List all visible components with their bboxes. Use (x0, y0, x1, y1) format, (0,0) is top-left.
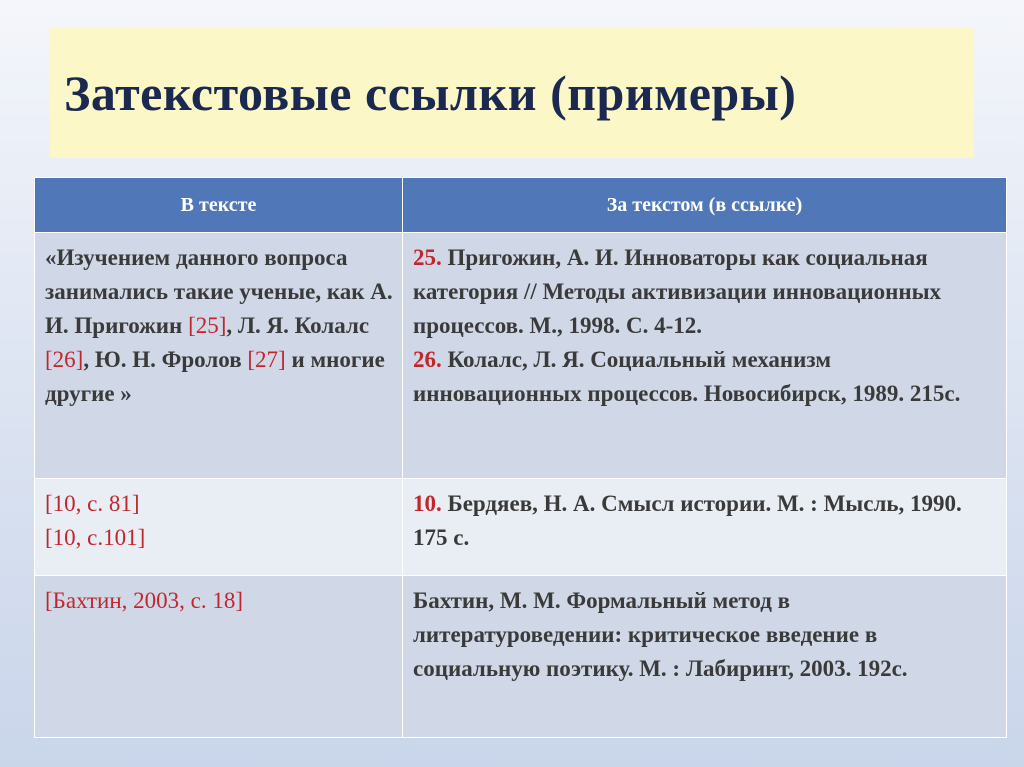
reference-number: 26. (413, 347, 442, 372)
table-row (35, 233, 1007, 479)
reference-number: 10. (413, 491, 442, 516)
citation-marker: [25] (188, 313, 227, 338)
bibliography-cell (403, 576, 1007, 738)
quote-text: и многие другие » (45, 347, 385, 406)
citation-marker: [Бахтин, 2003, с. 18] (45, 588, 244, 613)
bibliography-cell (403, 233, 1007, 479)
table-row (35, 576, 1007, 738)
in-text-citation-cell (35, 233, 403, 479)
reference-entry: Пригожин, А. И. Инноваторы как социальная категория // Методы активизации инновационных процессов. М., 1998. С. 4-12. (413, 245, 942, 338)
title-banner (50, 28, 974, 158)
reference-entry: Бердяев, Н. А. Смысл истории. М. : Мысль, 1990. 175 с. (413, 491, 962, 550)
citation-marker: [27] (247, 347, 286, 372)
reference-number: 25. (413, 245, 442, 270)
in-text-citation-cell (35, 479, 403, 576)
table-header-row (35, 178, 1007, 233)
citation-marker: [26] (45, 347, 84, 372)
citation-marker: [10, с.101] (45, 525, 146, 550)
bibliography-cell (403, 479, 1007, 576)
reference-entry: Колалс, Л. Я. Социальный механизм инновационных процессов. Новосибирск, 1989. 215с. (413, 347, 961, 406)
column-header-in-text: В тексте (35, 178, 403, 233)
column-header-after-text: За текстом (в ссылке) (403, 178, 1007, 233)
quote-text: «Изучением данного вопроса занимались такие ученые, как А. И. Пригожин (45, 245, 393, 338)
reference-entry: Бахтин, М. М. Формальный метод в литературоведении: критическое введение в социальную поэтику. М. : Лабиринт, 2003. 192с. (413, 588, 908, 681)
references-table (34, 177, 1007, 738)
citation-marker: [10, с. 81] (45, 491, 140, 516)
slide-title: Затекстовые ссылки (примеры) (64, 65, 797, 121)
quote-text: , Ю. Н. Фролов (83, 347, 248, 372)
quote-text: , Л. Я. Колалс (226, 313, 370, 338)
in-text-citation-cell (35, 576, 403, 738)
table-row (35, 479, 1007, 576)
